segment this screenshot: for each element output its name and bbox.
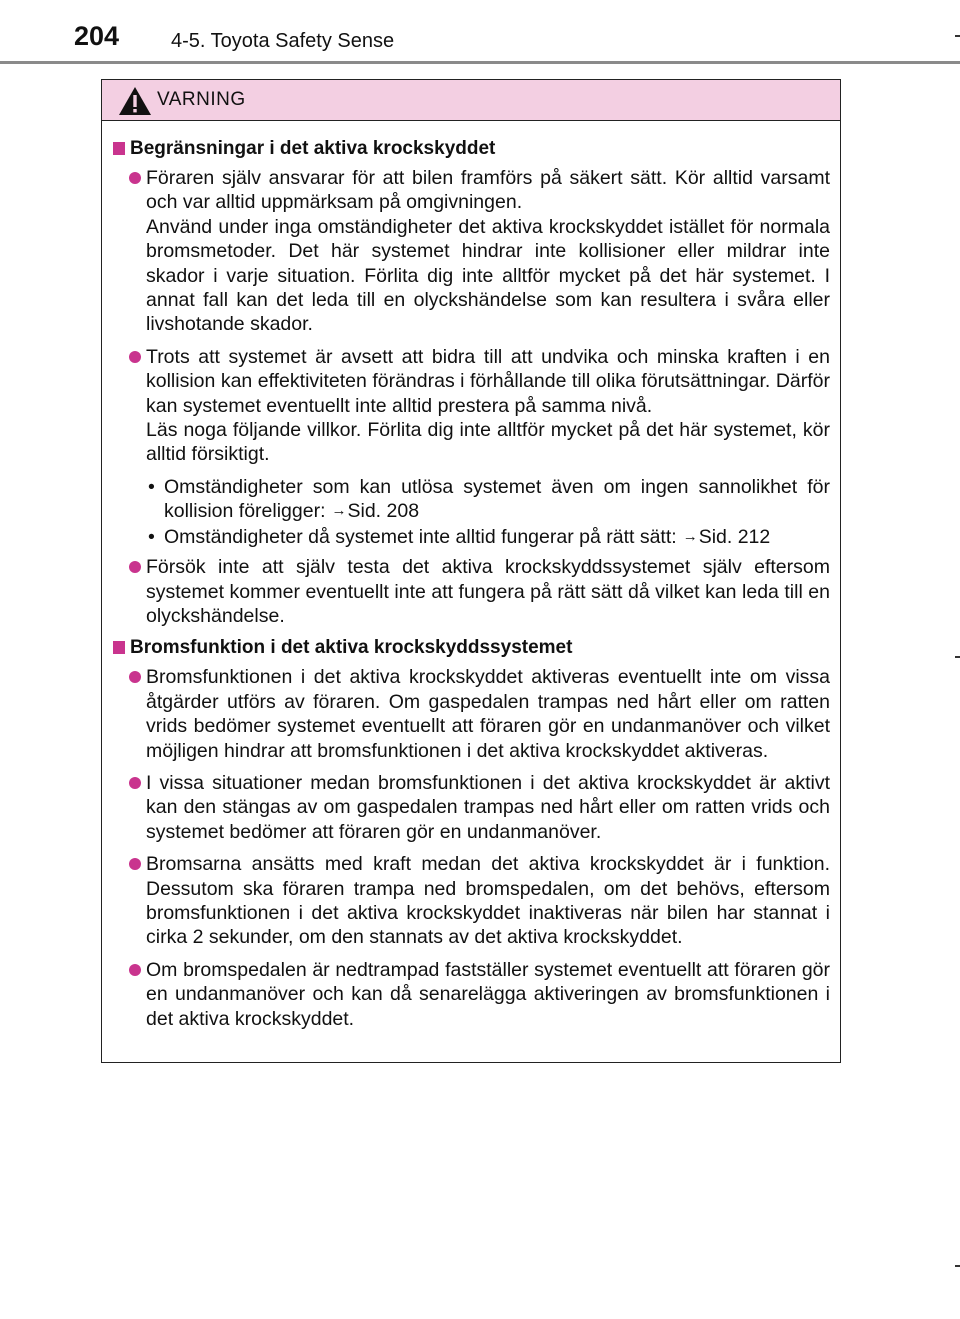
- circle-bullet-icon: [129, 777, 141, 789]
- list-item: [112, 345, 830, 467]
- warning-body: [102, 121, 840, 1031]
- arrow-right-icon: →: [331, 502, 347, 520]
- circle-bullet-icon: [129, 671, 141, 683]
- page-header: [0, 0, 960, 66]
- bullet-text: Läs noga följande villkor. Förlita dig inte alltför mycket på det här systemet, kör alltid försiktigt.: [146, 419, 830, 466]
- list-item: [112, 771, 830, 844]
- sub-item-text: Omständigheter som kan utlösa systemet även om ingen sannolikhet för kollision föreligger:: [164, 475, 830, 523]
- sub-item-text: Omständigheter då systemet inte alltid fungerar på rätt sätt:: [164, 525, 677, 548]
- bullet-text: Föraren själv ansvarar för att bilen framförs på säkert sätt. Kör alltid varsamt och var alltid uppmärksam på omgivningen.: [146, 167, 830, 214]
- circle-bullet-icon: [129, 172, 141, 184]
- page-reference: Sid. 208: [347, 500, 420, 523]
- bullet-text: Bromsarna ansätts med kraft medan det aktiva krockskyddet är i funktion. Dessutom ska föraren trampa ned bromspedalen, om det behövs, eftersom bromsfunktionen i det aktiva krockskyddet inaktiveras när bilen har stannat i cirka 2 sekunder, om den stannats av det aktiva krockskyddet.: [146, 853, 830, 949]
- sub-bullet-marker: •: [148, 475, 155, 498]
- bullet-text: Använd under inga omständigheter det aktiva krockskyddet istället för normala bromsmetoder. Det här systemet hindrar inte kollisioner eller mildrar inte skador i varje situation. Förlita dig inte alltför mycket på det här systemet. I annat fall kan det leda till en olyckshändelse som kan resultera i svåra eller livshotande skador.: [146, 215, 830, 336]
- list-item: [112, 852, 830, 950]
- section-heading: Bromsfunktion i det aktiva krockskyddssystemet: [112, 636, 830, 660]
- sub-list-item: [112, 525, 830, 549]
- square-bullet-icon: [113, 641, 125, 654]
- circle-bullet-icon: [129, 561, 141, 573]
- crop-mark: [955, 35, 960, 37]
- bullet-text: Bromsfunktionen i det aktiva krockskyddet aktiveras eventuellt inte om vissa åtgärder utförs av föraren. Om gaspedalen trampas ned hårt eller om ratten vrids bedömer systemet eventuellt att föraren gör en undanmanöver och vilket möjligen hindrar att bromsfunktionen i det aktiva krockskyddet aktiveras.: [146, 666, 830, 762]
- sub-bullet-marker: •: [148, 525, 155, 548]
- section-heading: Begränsningar i det aktiva krockskyddet: [112, 137, 830, 161]
- page-number: 204: [74, 21, 120, 51]
- list-item: [112, 555, 830, 628]
- bullet-text: I vissa situationer medan bromsfunktionen i det aktiva krockskyddet är aktivt kan den stängas av om gaspedalen trampas ned hårt eller om ratten vrids och systemet bedömer att föraren gör en undanmanöver.: [146, 771, 830, 843]
- section-title: 4-5. Toyota Safety Sense: [171, 30, 395, 52]
- circle-bullet-icon: [129, 351, 141, 363]
- crop-mark: [955, 656, 960, 658]
- bullet-text: Trots att systemet är avsett att bidra till att undvika och minska kraften i en kollision kan effektiviteten förändras i förhållande till olika förutsättningar. Därför kan systemet eventuellt inte alltid prestera på samma nivå.: [146, 345, 830, 417]
- warning-label: VARNING: [157, 89, 246, 110]
- square-bullet-icon: [113, 142, 125, 155]
- list-item: [112, 958, 830, 1031]
- warning-box: [101, 79, 841, 1063]
- warning-triangle-icon: [118, 86, 152, 116]
- sub-list-item: [112, 475, 830, 524]
- list-item: [112, 166, 830, 337]
- crop-mark: [955, 1265, 960, 1267]
- circle-bullet-icon: [129, 964, 141, 976]
- list-item: [112, 665, 830, 763]
- bullet-text: Om bromspedalen är nedtrampad fastställer systemet eventuellt att föraren gör en undanmanöver och kan då senarelägga aktiveringen av bromsfunktionen i det aktiva krockskyddet.: [146, 958, 830, 1030]
- bullet-text: Försök inte att själv testa det aktiva krockskyddssystemet själv eftersom systemet kommer eventuellt inte att fungera på rätt sätt då vilket kan leda till en olyckshändelse.: [146, 556, 830, 627]
- warning-header: [102, 80, 840, 121]
- page-reference: Sid. 212: [698, 525, 771, 548]
- header-rule: [0, 61, 960, 64]
- circle-bullet-icon: [129, 858, 141, 870]
- arrow-right-icon: →: [682, 527, 698, 545]
